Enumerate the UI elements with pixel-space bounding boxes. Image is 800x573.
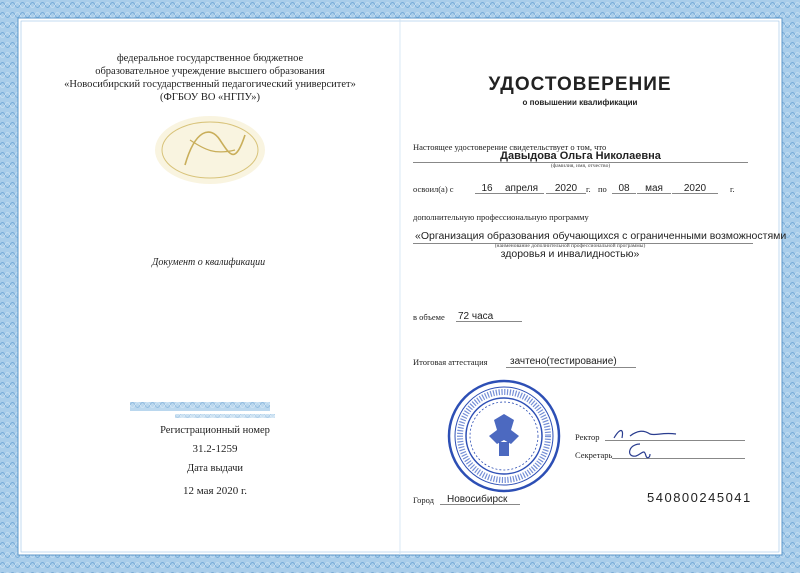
- holder-name: Давыдова Ольга Николаевна: [500, 150, 661, 162]
- attestation-value: зачтено(тестирование): [510, 356, 617, 367]
- mastered-label: освоил(а) с: [413, 184, 454, 194]
- certificate-subtitle: о повышении квалификации: [522, 98, 638, 107]
- end-day: 08: [618, 183, 630, 194]
- statement-text: Настоящее удостоверение свидетельствует о том, что: [413, 142, 607, 152]
- issue-date-label: Дата выдачи: [186, 463, 244, 474]
- emblem-watermark: [150, 110, 270, 190]
- issue-date: 12 мая 2020 г.: [182, 485, 248, 497]
- holder-name-caption: (фамилия, имя, отчество): [550, 163, 611, 169]
- program-name-line-1: «Организация образования обучающихся с ограниченными возможностями: [415, 230, 787, 242]
- city-label: Город: [413, 495, 434, 505]
- year-abbrev-1: г.: [586, 184, 591, 194]
- issuer-line-4: (ФГБОУ ВО «НГПУ»): [159, 92, 261, 103]
- issuer-line-3: «Новосибирский государственный педагогический университет»: [64, 79, 356, 90]
- volume-label: в объеме: [413, 312, 445, 322]
- end-year: 2020: [683, 183, 707, 194]
- year-abbrev-2: г.: [730, 184, 735, 194]
- reg-number: 31.2-1259: [192, 443, 238, 455]
- program-label: дополнительную профессиональную программу: [413, 212, 589, 222]
- issuer-line-2: образовательное учреждение высшего образования: [95, 66, 325, 77]
- certificate-title: УДОСТОВЕРЕНИЕ: [488, 74, 672, 95]
- attestation-label: Итоговая аттестация: [413, 357, 488, 367]
- reg-number-label: Регистрационный номер: [160, 425, 270, 436]
- secretary-signature: [622, 440, 652, 462]
- program-caption: (наименование дополнительной профессиональной программы): [494, 243, 646, 249]
- program-name-line-2: здоровья и инвалидностью»: [500, 248, 640, 260]
- start-year: 2020: [554, 183, 578, 194]
- document-type-label: Документ о квалификации: [152, 257, 266, 268]
- rector-label: Ректор: [575, 432, 600, 442]
- serial-number: 540800245041: [647, 490, 752, 505]
- start-month: апреля: [504, 183, 539, 194]
- to-label: по: [598, 184, 607, 194]
- start-day: 16: [481, 183, 493, 194]
- end-month: мая: [645, 183, 663, 194]
- secretary-label: Секретарь: [575, 450, 613, 460]
- official-seal: [446, 378, 562, 494]
- city-value: Новосибирск: [447, 494, 508, 505]
- volume-value: 72 часа: [458, 311, 494, 322]
- issuer-line-1: федеральное государственное бюджетное: [116, 53, 304, 64]
